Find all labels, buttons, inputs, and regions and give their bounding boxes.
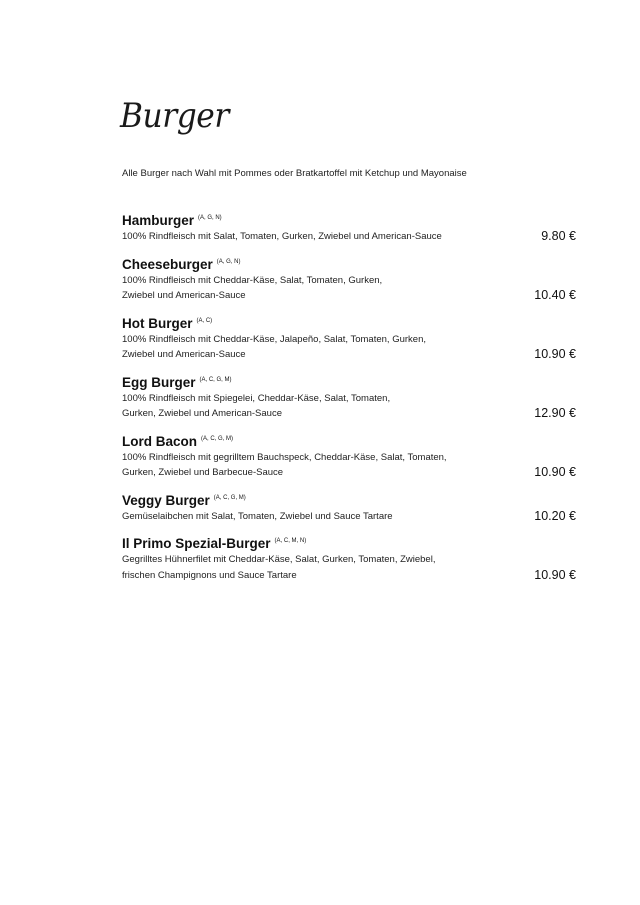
item-description-line: Gegrilltes Hühnerfilet mit Cheddar-Käse, Salat, Gurken, Tomaten, Zwiebel, (122, 554, 436, 565)
allergen-codes: (A, G, N) (198, 215, 222, 221)
menu-item (122, 313, 578, 363)
allergen-codes: (A, C) (196, 317, 213, 324)
item-name (122, 313, 578, 332)
item-name (122, 372, 578, 391)
item-price: 10.90 € (534, 465, 576, 479)
item-name-text: Veggy Burger (122, 492, 210, 508)
item-description-line: frischen Champignons und Sauce Tartare (122, 569, 297, 581)
item-description-line: Zwiebel und American-Sauce (122, 349, 246, 360)
item-price: 12.90 € (534, 406, 576, 420)
item-price: 9.80 € (541, 229, 576, 243)
item-name-text: Egg Burger (122, 374, 196, 390)
menu-item (122, 210, 578, 245)
allergen-codes: (A, C, G, M) (199, 376, 232, 383)
menu-item (122, 490, 578, 525)
item-description-line: 100% Rindfleisch mit Cheddar-Käse, Jalapeño, Salat, Tomaten, Gurken, (122, 333, 426, 345)
item-price: 10.90 € (534, 347, 576, 361)
item-name-text: Hamburger (122, 213, 195, 228)
item-name-text: Cheeseburger (122, 256, 213, 272)
item-name-text: Il Primo Spezial-Burger (122, 536, 271, 551)
item-description-line: Gemüselaibchen mit Salat, Tomaten, Zwiebel und Sauce Tartare (122, 510, 393, 522)
item-name (122, 431, 578, 450)
menu-item (122, 372, 578, 422)
menu-item (122, 431, 578, 481)
item-description-line: Gurken, Zwiebel und American-Sauce (122, 408, 282, 419)
item-description-line: Gurken, Zwiebel und Barbecue-Sauce (122, 467, 284, 478)
item-price: 10.40 € (534, 288, 576, 302)
item-price: 10.20 € (534, 508, 576, 523)
item-description-line: 100% Rindfleisch mit Spiegelei, Cheddar-Käse, Salat, Tomaten, (122, 392, 391, 404)
page-title: Burger (120, 96, 229, 136)
item-name-text: Lord Bacon (122, 433, 198, 449)
item-name (122, 254, 578, 273)
item-price: 10.90 € (534, 567, 576, 582)
menu-item (122, 533, 578, 583)
item-description-line: 100% Rindfleisch mit Salat, Tomaten, Gurken, Zwiebel und American-Sauce (122, 231, 442, 242)
item-name (122, 490, 578, 509)
menu-item (122, 254, 578, 304)
item-name (122, 533, 578, 552)
item-name-text: Hot Burger (122, 315, 193, 331)
item-name (122, 210, 578, 229)
item-description-line: 100% Rindfleisch mit Cheddar-Käse, Salat, Tomaten, Gurken, (122, 274, 383, 286)
allergen-codes: (A, C, G, M) (201, 435, 234, 442)
item-description-line: 100% Rindfleisch mit gegrilltem Bauchspeck, Cheddar-Käse, Salat, Tomaten, (122, 451, 447, 463)
intro-text: Alle Burger nach Wahl mit Pommes oder Bratkartoffel mit Ketchup und Mayonaise (122, 168, 467, 179)
item-description-line: Zwiebel und American-Sauce (122, 290, 246, 301)
allergen-codes: (A, G, N) (216, 258, 241, 265)
allergen-codes: (A, C, G, M) (213, 494, 246, 501)
menu-list (122, 210, 578, 592)
allergen-codes: (A, C, M, N) (274, 538, 307, 544)
